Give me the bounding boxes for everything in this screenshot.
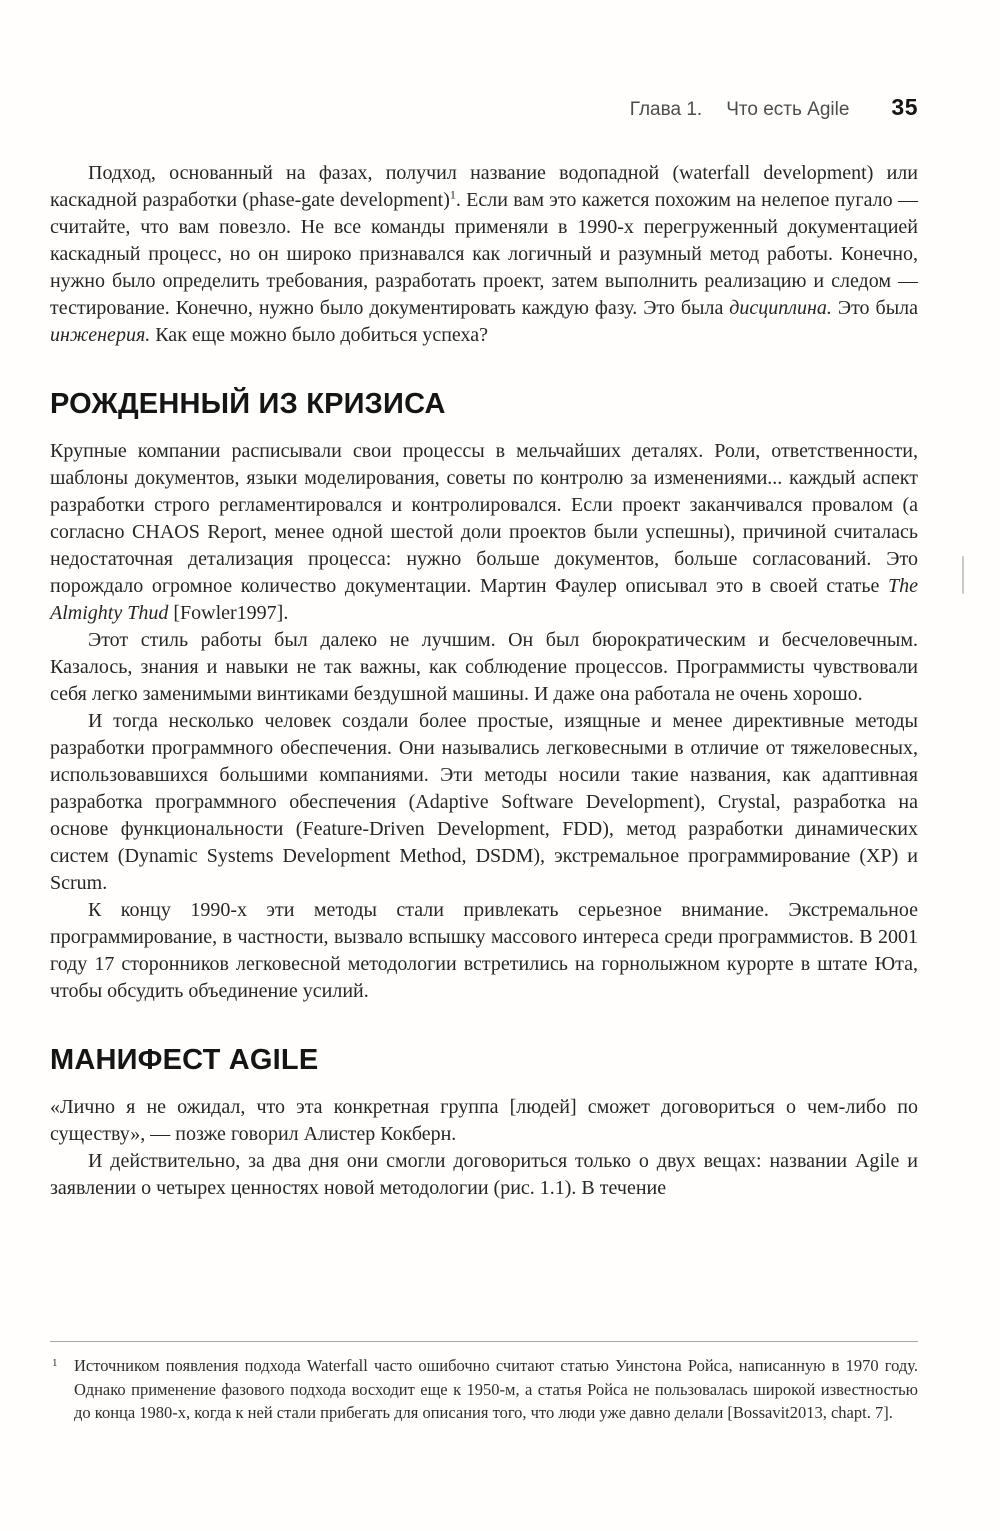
page-number: 35 bbox=[891, 94, 918, 120]
footnote-text bbox=[74, 1356, 918, 1422]
text-run: К концу 1990-х эти методы стали привлекать серьезное внимание. Экстремальное программирование, в частности, вызвало вспышку массового интереса среди программистов. В 2001 году 17 сторонников легковесной методологии встретились на горнолыжном курорте в штате Юта, чтобы обсудить объединение усилий. bbox=[50, 899, 918, 1002]
text-run: [Fowler1997]. bbox=[168, 602, 289, 624]
text-run: Крупные компании расписывали свои процессы в мельчайших деталях. Роли, ответственности, шаблоны документов, языки моделирования, советы по контролю за изменениями... каждый аспект разработки строго регламентировался и контролировался. Если проект заканчивался провалом (а согласно CHAOS Report, менее одной шестой доли проектов были успешны), причиной считалась недостаточная детализация процесса: нужно больше документов, больше согласований. Это порождало огромное количество документации. Мартин Фаулер описывал это в своей статье bbox=[50, 440, 918, 597]
text-run: Это была bbox=[831, 297, 918, 319]
text-run: Источником появления подхода Waterfall часто ошибочно считают статью Уинстона Ройса, написанную в 1970 году. Однако применение фазового подхода восходит еще к 1950-м, а статья Ройса не пользовалась широкой известностью до конца 1980-х, когда к ней стали прибегать для описания того, что люди уже давно делали [Bossavit2013, chapt. 7]. bbox=[74, 1356, 918, 1422]
paragraph bbox=[50, 627, 918, 708]
page-body bbox=[50, 160, 918, 1202]
paragraph bbox=[50, 897, 918, 1005]
text-run: Подход, основанный на фазах, получил название водопадной (waterfall development) или каскадной разработки (phase-gate development) bbox=[50, 162, 918, 211]
footnote-area bbox=[50, 1341, 918, 1425]
italic-text: инженерия. bbox=[50, 324, 151, 346]
italic-text: дисциплина. bbox=[729, 297, 832, 319]
paragraph bbox=[50, 1148, 918, 1202]
header-chapter-title: Что есть Agile bbox=[726, 99, 850, 120]
scan-artifact bbox=[962, 556, 964, 594]
paragraph bbox=[50, 160, 918, 349]
footnote-reference: 1 bbox=[449, 187, 456, 202]
footnote-rule bbox=[50, 1341, 918, 1342]
text-run: И действительно, за два дня они смогли договориться только о двух вещах: названии Agile и заявлении о четырех ценностях новой методологии (рис. 1.1). В течение bbox=[50, 1150, 918, 1199]
text-run: . Если вам это кажется похожим на нелепое пугало — считайте, что вам повезло. Не все команды применяли в 1990-х перегруженный документацией каскадный процесс, но он широко признавался как логичный и разумный метод работы. Конечно, нужно было определить требования, разработать проект, затем выполнить реализацию и следом — тестирование. Конечно, нужно было документировать каждую фазу. Это была bbox=[50, 189, 918, 319]
page-header bbox=[50, 94, 918, 121]
text-run: Этот стиль работы был далеко не лучшим. Он был бюрократическим и бесчеловечным. Казалось, знания и навыки не так важны, как соблюдение процессов. Программисты чувствовали себя легко заменимыми винтиками бездушной машины. И даже она работала не очень хорошо. bbox=[50, 629, 918, 705]
text-run: Как еще можно было добиться успеха? bbox=[150, 324, 489, 346]
paragraph bbox=[50, 1094, 918, 1148]
footnote bbox=[50, 1354, 918, 1425]
section-heading: МАНИФЕСТ AGILE bbox=[50, 1044, 319, 1076]
paragraph bbox=[50, 438, 918, 627]
header-chapter-label: Глава 1. bbox=[629, 99, 703, 120]
text-run: «Лично я не ожидал, что эта конкретная группа [людей] сможет договориться о чем-либо по существу», — позже говорил Алистер Кокберн. bbox=[50, 1096, 918, 1145]
text-run: И тогда несколько человек создали более простые, изящные и менее директивные методы разработки программного обеспечения. Они назывались легковесными в отличие от тяжеловесных, использовавшихся большими компаниями. Эти методы носили такие названия, как адаптивная разработка программного обеспечения (Adaptive Software Development), Crystal, разработка на основе функциональности (Feature-Driven Development, FDD), метод разработки динамических систем (Dynamic Systems Development Method, DSDM), экстремальное программирование (XP) и Scrum. bbox=[50, 710, 918, 894]
section-heading: РОЖДЕННЫЙ ИЗ КРИЗИСА bbox=[50, 388, 446, 420]
paragraph bbox=[50, 708, 918, 897]
italic-text: The Almighty Thud bbox=[50, 575, 918, 624]
footnote-marker: 1 bbox=[52, 1357, 58, 1369]
